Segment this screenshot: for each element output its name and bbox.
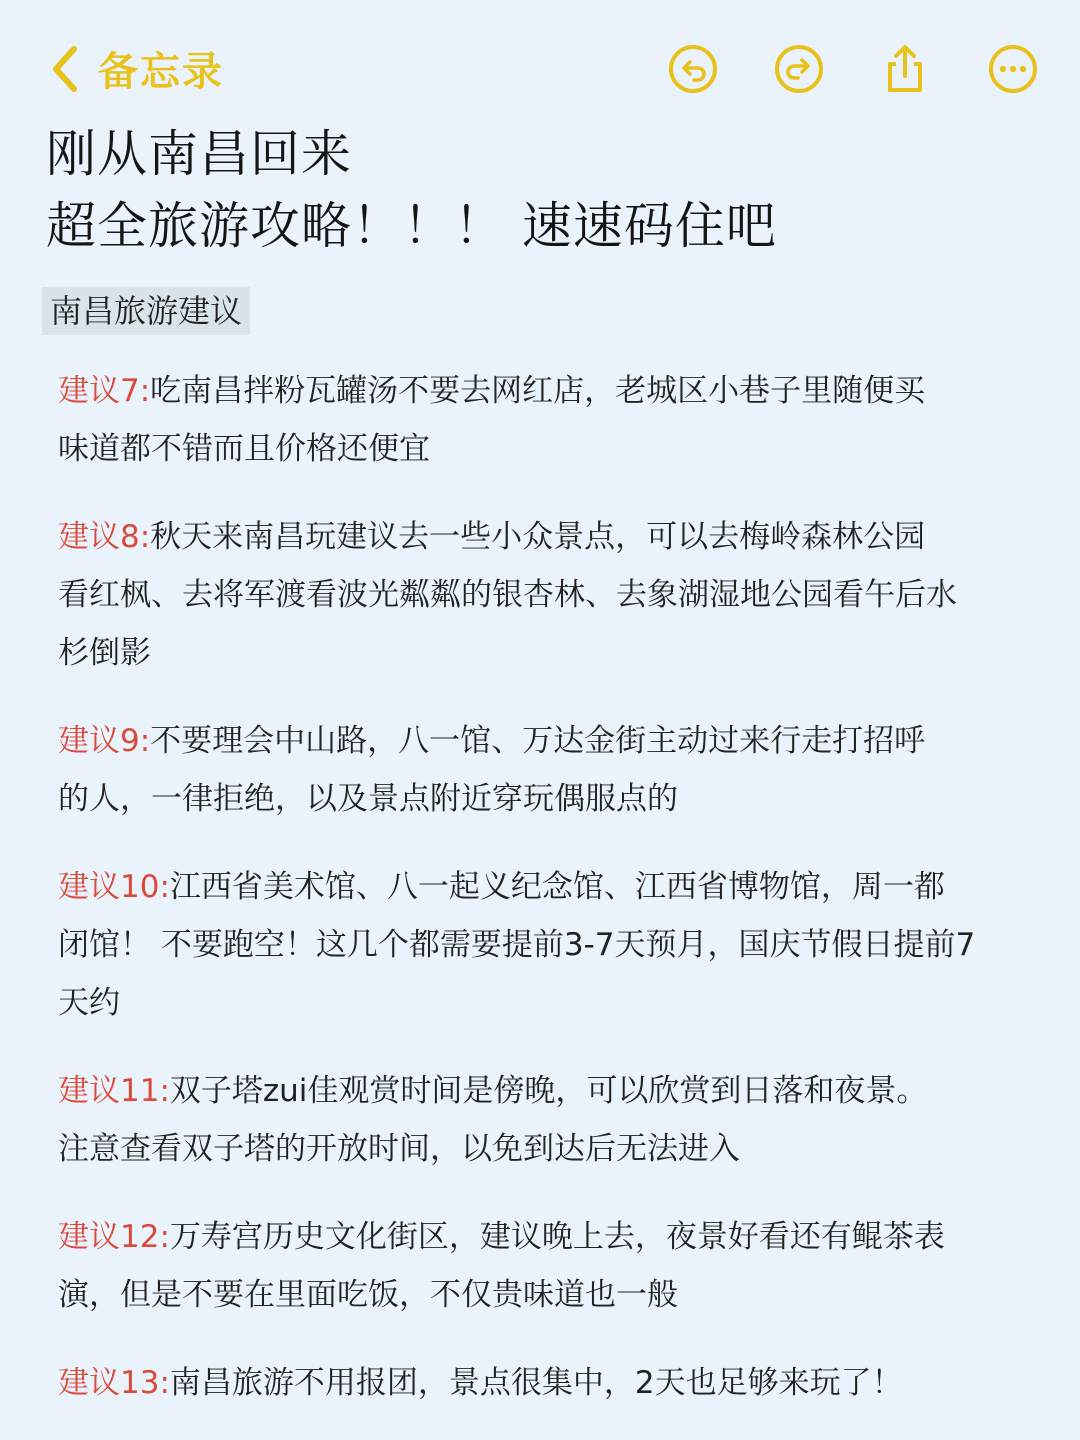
back-label: 备忘录 (98, 49, 224, 95)
tips-list (58, 362, 1048, 1412)
tip-text: 双子塔zui佳观赏时间是傍晚，可以欣赏到日落和夜景。 (169, 1073, 928, 1109)
note-title (46, 118, 777, 262)
tip-item (58, 1354, 1048, 1412)
share-icon (880, 44, 930, 94)
chevron-left-icon (50, 43, 80, 95)
tip-label: 建议11: (58, 1073, 170, 1109)
undo-button[interactable] (668, 44, 718, 94)
tip-item (58, 362, 1048, 478)
tip-item (58, 858, 1048, 1032)
undo-icon (668, 44, 718, 94)
tip-label: 建议13: (58, 1365, 170, 1401)
tip-text: 吃南昌拌粉瓦罐汤不要去网红店，老城区小巷子里随便买 (150, 373, 926, 409)
tip-text: 不要理会中山路，八一馆、万达金街主动过来行走打招呼 (150, 723, 926, 759)
tip-label: 建议7: (58, 373, 151, 409)
tip-text: 万寿宫历史文化街区，建议晚上去，夜景好看还有鲲茶表 (169, 1219, 945, 1255)
more-button[interactable] (988, 44, 1038, 94)
tip-text: 注意查看双子塔的开放时间，以免到达后无法进入 (58, 1131, 740, 1167)
redo-icon (774, 44, 824, 94)
section-heading: 南昌旅游建议 (42, 287, 250, 335)
tip-label: 建议8: (58, 519, 151, 555)
tip-item (58, 1208, 1048, 1324)
tip-label: 建议12: (58, 1219, 170, 1255)
tip-text: 味道都不错而且价格还便宜 (58, 431, 430, 467)
tip-text: 秋天来南昌玩建议去一些小众景点，可以去梅岭森林公园 (150, 519, 926, 555)
title-line-1: 刚从南昌回来 (46, 125, 352, 183)
tip-text: 南昌旅游不用报团，景点很集中，2天也足够来玩了！ (169, 1365, 903, 1401)
tip-item (58, 1062, 1048, 1178)
back-button[interactable] (50, 40, 224, 97)
tip-item (58, 712, 1048, 828)
tip-text: 杉倒影 (58, 635, 151, 671)
tip-item (58, 508, 1048, 682)
title-line-2: 超全旅游攻略！！！ 速速码住吧 (46, 197, 777, 255)
more-icon (988, 44, 1038, 94)
tip-text: 江西省美术馆、八一起义纪念馆、江西省博物馆，周一都 (169, 869, 945, 905)
tip-label: 建议10: (58, 869, 170, 905)
redo-button[interactable] (774, 44, 824, 94)
tip-text: 闭馆！ 不要跑空！这几个都需要提前3-7天预月，国庆节假日提前7 (58, 927, 976, 963)
tip-text: 演，但是不要在里面吃饭，不仅贵味道也一般 (58, 1277, 678, 1313)
navigation-bar (0, 0, 1080, 130)
tip-text: 看红枫、去将军渡看波光粼粼的银杏林、去象湖湿地公园看午后水 (58, 577, 957, 613)
tip-text: 天约 (58, 985, 120, 1021)
share-button[interactable] (880, 44, 930, 94)
tip-label: 建议9: (58, 723, 151, 759)
tip-text: 的人，一律拒绝，以及景点附近穿玩偶服点的 (58, 781, 678, 817)
